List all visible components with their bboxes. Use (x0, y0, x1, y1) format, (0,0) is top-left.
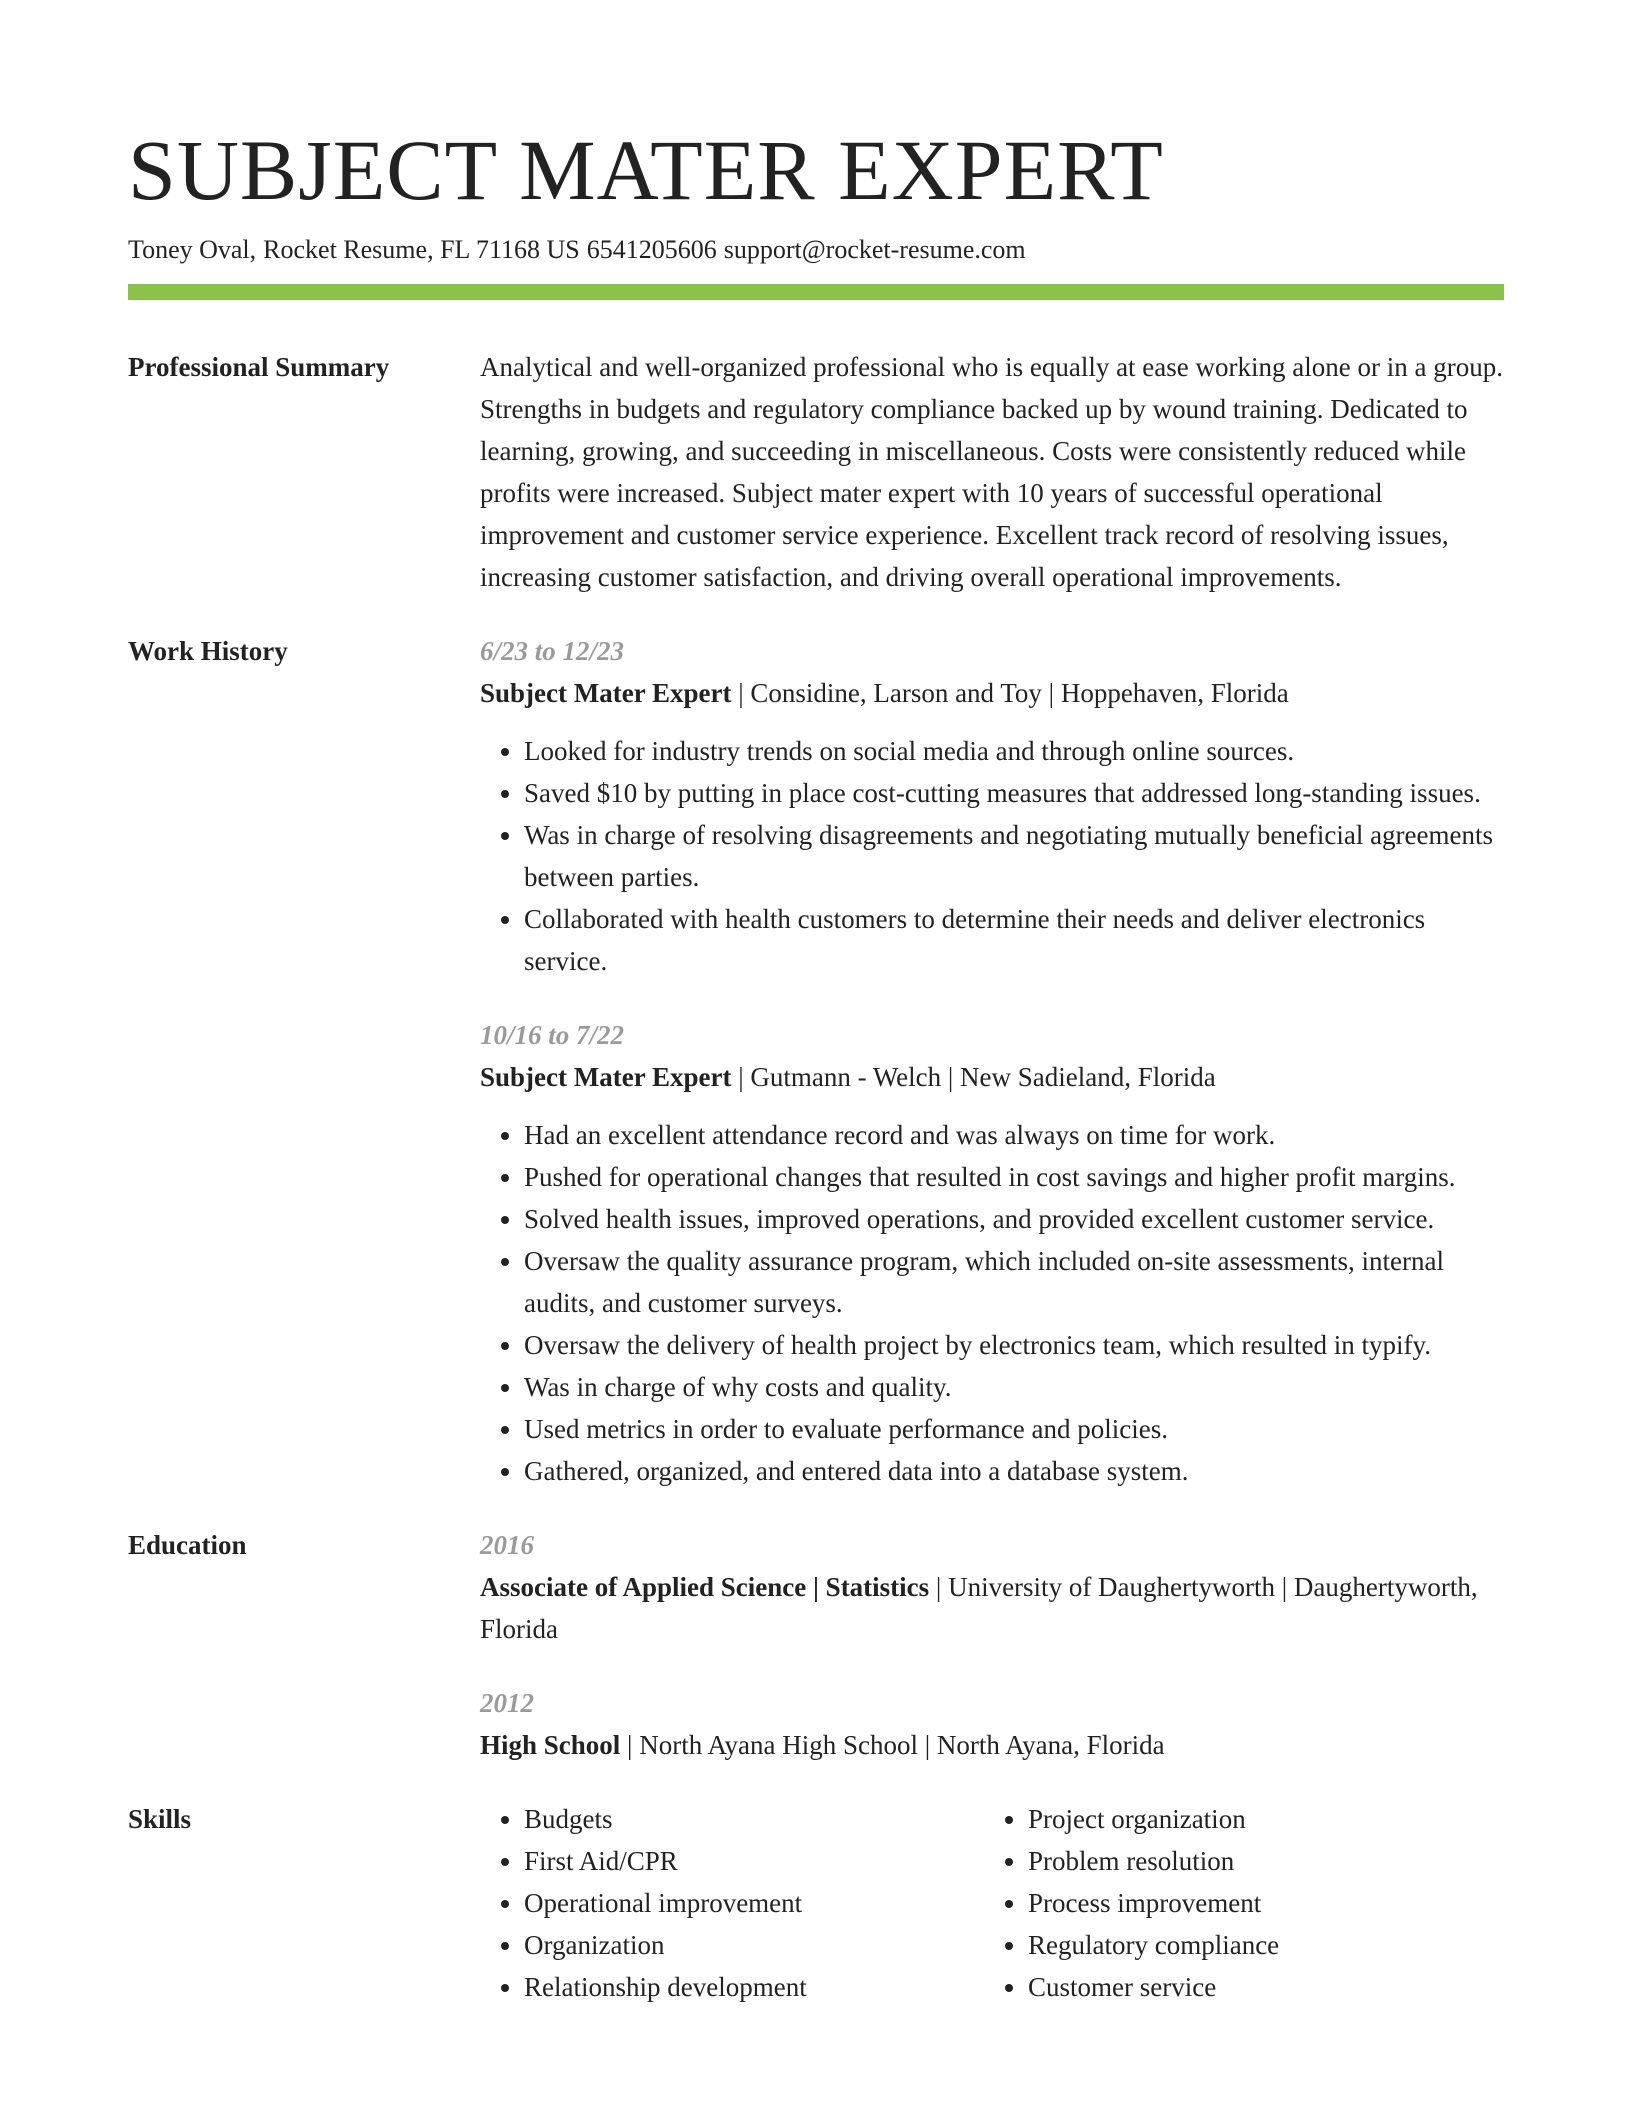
job-details: | Gutmann - Welch | New Sadieland, Florida (731, 1062, 1216, 1092)
summary-section (128, 346, 1504, 598)
job-details: | Considine, Larson and Toy | Hoppehaven, Florida (731, 678, 1289, 708)
job-bullet: • Saved $10 by putting in place cost-cutting measures that addressed long-standing issues. (524, 772, 1504, 814)
skill-item: • Process improvement (1028, 1882, 1488, 1924)
skills-list-left (480, 1798, 984, 2008)
resume-name-heading: SUBJECT MATER EXPERT (128, 122, 1164, 218)
skills-list-right (984, 1798, 1488, 2008)
education-entry (480, 1682, 1504, 1766)
job-bullet-list (480, 730, 1504, 982)
education-degree: High School (480, 1730, 621, 1760)
job-bullet: • Used metrics in order to evaluate performance and policies. (524, 1408, 1504, 1450)
job-entry (480, 630, 1504, 982)
contact-line (128, 232, 1504, 268)
education-details: | University of Daughertyworth | Daughertyworth, Florida (480, 1572, 1478, 1644)
contact-phone: 6541205606 (586, 235, 717, 264)
education-section-body (480, 1524, 1504, 1766)
job-dates: 10/16 to 7/22 (480, 1020, 625, 1050)
job-bullet: • Gathered, organized, and entered data into a database system. (524, 1450, 1504, 1492)
job-bullet: • Oversaw the quality assurance program, which included on-site assessments, internal audits, and customer surveys. (524, 1240, 1504, 1324)
job-bullet: • Collaborated with health customers to determine their needs and deliver electronics service. (524, 898, 1504, 982)
job-bullet: • Was in charge of why costs and quality. (524, 1366, 1504, 1408)
skill-item: • Budgets (524, 1798, 984, 1840)
work-history-section-title: Work History (128, 636, 288, 666)
summary-section-title: Professional Summary (128, 352, 390, 382)
summary-text: Analytical and well-organized professional who is equally at ease working alone or in a group. Strengths in budgets and regulatory compliance backed up by wound training. Dedicated to learning, growing, and succeeding in miscellaneous. Costs were consistently reduced while profits were increased. Subject mater expert with 10 years of successful operational improvement and customer service experience. Excellent track record of resolving issues, increasing customer satisfaction, and driving overall operational improvements. (480, 352, 1503, 592)
education-line (480, 1566, 1504, 1650)
skill-item: • First Aid/CPR (524, 1840, 984, 1882)
job-bullet: • Had an excellent attendance record and was always on time for work. (524, 1114, 1504, 1156)
skill-item: • Operational improvement (524, 1882, 984, 1924)
job-title-line (480, 672, 1504, 714)
job-bullet-list (480, 1114, 1504, 1492)
work-history-section-body (480, 630, 1504, 1492)
work-history-section (128, 630, 1504, 1492)
skill-item: • Project organization (1028, 1798, 1488, 1840)
job-dates: 6/23 to 12/23 (480, 636, 625, 666)
contact-email: support@rocket-resume.com (723, 235, 1026, 264)
job-title-line (480, 1056, 1504, 1098)
job-bullet: • Oversaw the delivery of health project by electronics team, which resulted in typify. (524, 1324, 1504, 1366)
skills-section-body (480, 1798, 1504, 2008)
job-bullet: • Pushed for operational changes that resulted in cost savings and higher profit margins. (524, 1156, 1504, 1198)
skill-item: • Problem resolution (1028, 1840, 1488, 1882)
education-year: 2012 (480, 1688, 534, 1718)
contact-location: Rocket Resume, FL 71168 US (263, 235, 580, 264)
job-bullet: • Solved health issues, improved operations, and provided excellent customer service. (524, 1198, 1504, 1240)
education-line (480, 1724, 1504, 1766)
education-section (128, 1524, 1504, 1766)
job-bullet: • Was in charge of resolving disagreements and negotiating mutually beneficial agreements between parties. (524, 814, 1504, 898)
skill-item: • Customer service (1028, 1966, 1488, 2008)
accent-divider (128, 284, 1504, 300)
summary-section-body (480, 346, 1504, 598)
education-section-title: Education (128, 1530, 247, 1560)
job-bullet: • Looked for industry trends on social media and through online sources. (524, 730, 1504, 772)
contact-name: Toney Oval, (128, 235, 257, 264)
resume-page (128, 120, 1504, 2040)
job-entry (480, 1014, 1504, 1492)
skills-section (128, 1798, 1504, 2008)
skill-item: • Organization (524, 1924, 984, 1966)
education-details: | North Ayana High School | North Ayana, Florida (620, 1730, 1165, 1760)
education-entry (480, 1524, 1504, 1650)
skill-item: • Relationship development (524, 1966, 984, 2008)
education-year: 2016 (480, 1530, 534, 1560)
skills-section-title: Skills (128, 1804, 192, 1834)
education-degree: Associate of Applied Science | Statistics (480, 1572, 930, 1602)
skill-item: • Regulatory compliance (1028, 1924, 1488, 1966)
job-role: Subject Mater Expert (480, 678, 732, 708)
job-role: Subject Mater Expert (480, 1062, 732, 1092)
